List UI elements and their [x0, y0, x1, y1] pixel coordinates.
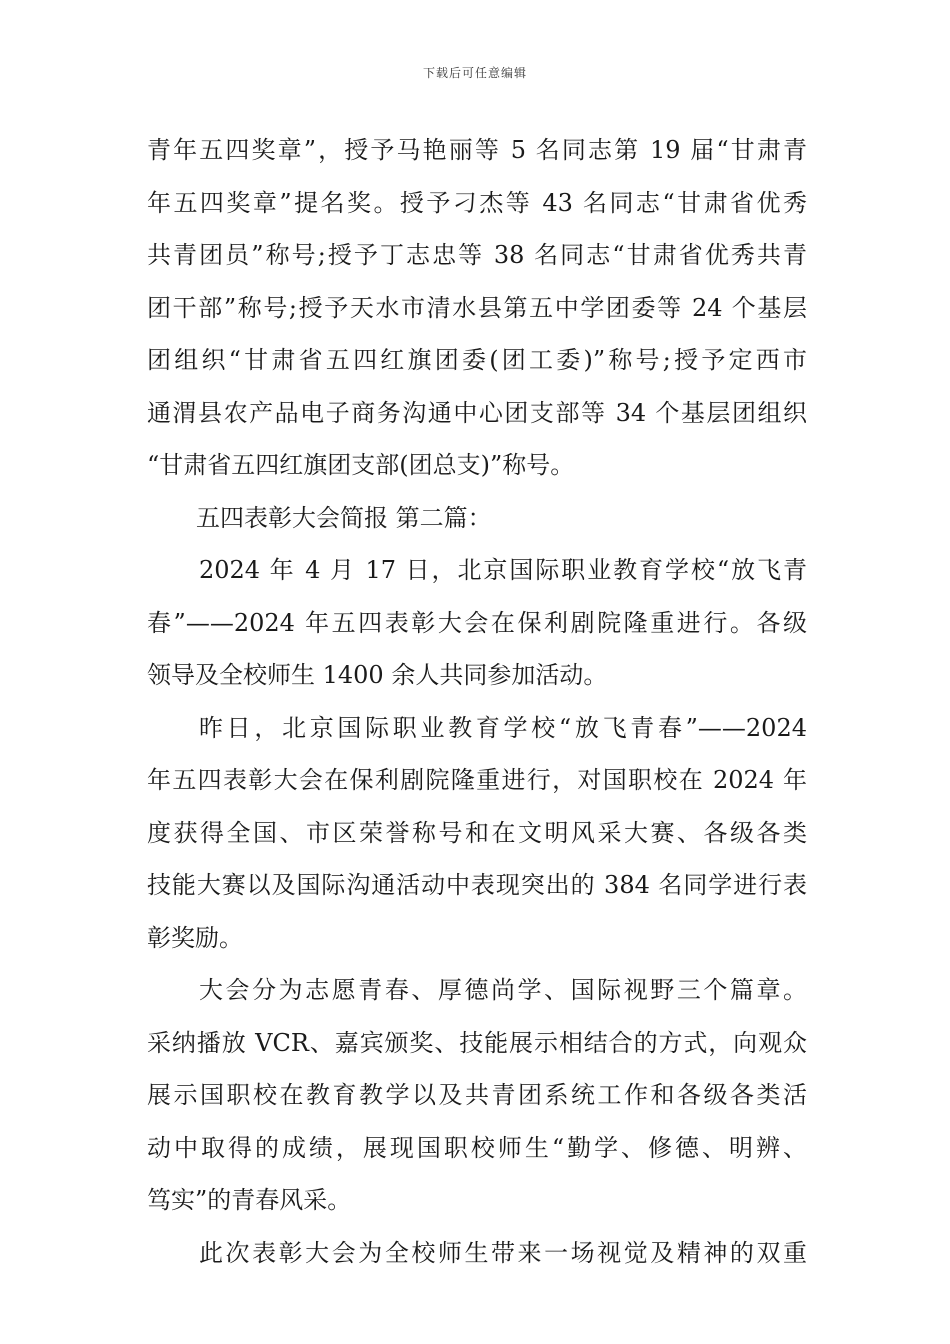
text-line: 年五四奖章”提名奖。授予刁杰等 43 名同志“甘肃省优秀: [147, 188, 807, 217]
text-line: 此次表彰大会为全校师生带来一场视觉及精神的双重: [199, 1238, 807, 1267]
text-line: 通渭县农产品电子商务沟通中心团支部等 34 个基层团组织: [147, 398, 807, 427]
text-line: 技能大赛以及国际沟通活动中表现突出的 384 名同学进行表: [147, 871, 807, 899]
text-line: 领导及全校师生 1400 余人共同参加活动。: [147, 661, 608, 689]
text-line: 动中取得的成绩，展现国职校师生“勤学、修德、明辨、: [147, 1133, 807, 1162]
text-line: 度获得全国、市区荣誉称号和在文明风采大赛、各级各类: [147, 818, 807, 847]
text-line: 展示国职校在教育教学以及共青团系统工作和各级各类活: [147, 1081, 807, 1109]
text-line: 彰奖励。: [147, 923, 243, 952]
page-header: 下载后可任意编辑: [422, 66, 527, 80]
text-line: 采纳播放 VCR、嘉宾颁奖、技能展示相结合的方式，向观众: [147, 1028, 807, 1057]
text-line: 笃实”的青春风采。: [147, 1186, 352, 1214]
text-line: “甘肃省五四红旗团支部(团总支)”称号。: [147, 451, 575, 479]
document-body: [147, 124, 807, 1279]
text-line: 共青团员”称号;授予丁志忠等 38 名同志“甘肃省优秀共青: [147, 241, 807, 269]
section-heading: 五四表彰大会简报 第二篇：: [196, 503, 492, 532]
text-line: 大会分为志愿青春、厚德尚学、国际视野三个篇章。: [199, 976, 807, 1004]
text-line: 团组织“甘肃省五四红旗团委(团工委)”称号;授予定西市: [147, 346, 807, 374]
text-line: 年五四表彰大会在保利剧院隆重进行，对国职校在 2024 年: [147, 766, 807, 794]
text-line: 春”——2024 年五四表彰大会在保利剧院隆重进行。各级: [147, 608, 807, 637]
text-line: 昨日，北京国际职业教育学校“放飞青春”——2024: [199, 713, 807, 742]
text-line: 2024 年 4 月 17 日，北京国际职业教育学校“放飞青: [199, 556, 807, 584]
text-line: 青年五四奖章”，授予马艳丽等 5 名同志第 19 届“甘肃青: [147, 136, 807, 164]
text-line: 团干部”称号;授予天水市清水县第五中学团委等 24 个基层: [147, 293, 807, 322]
